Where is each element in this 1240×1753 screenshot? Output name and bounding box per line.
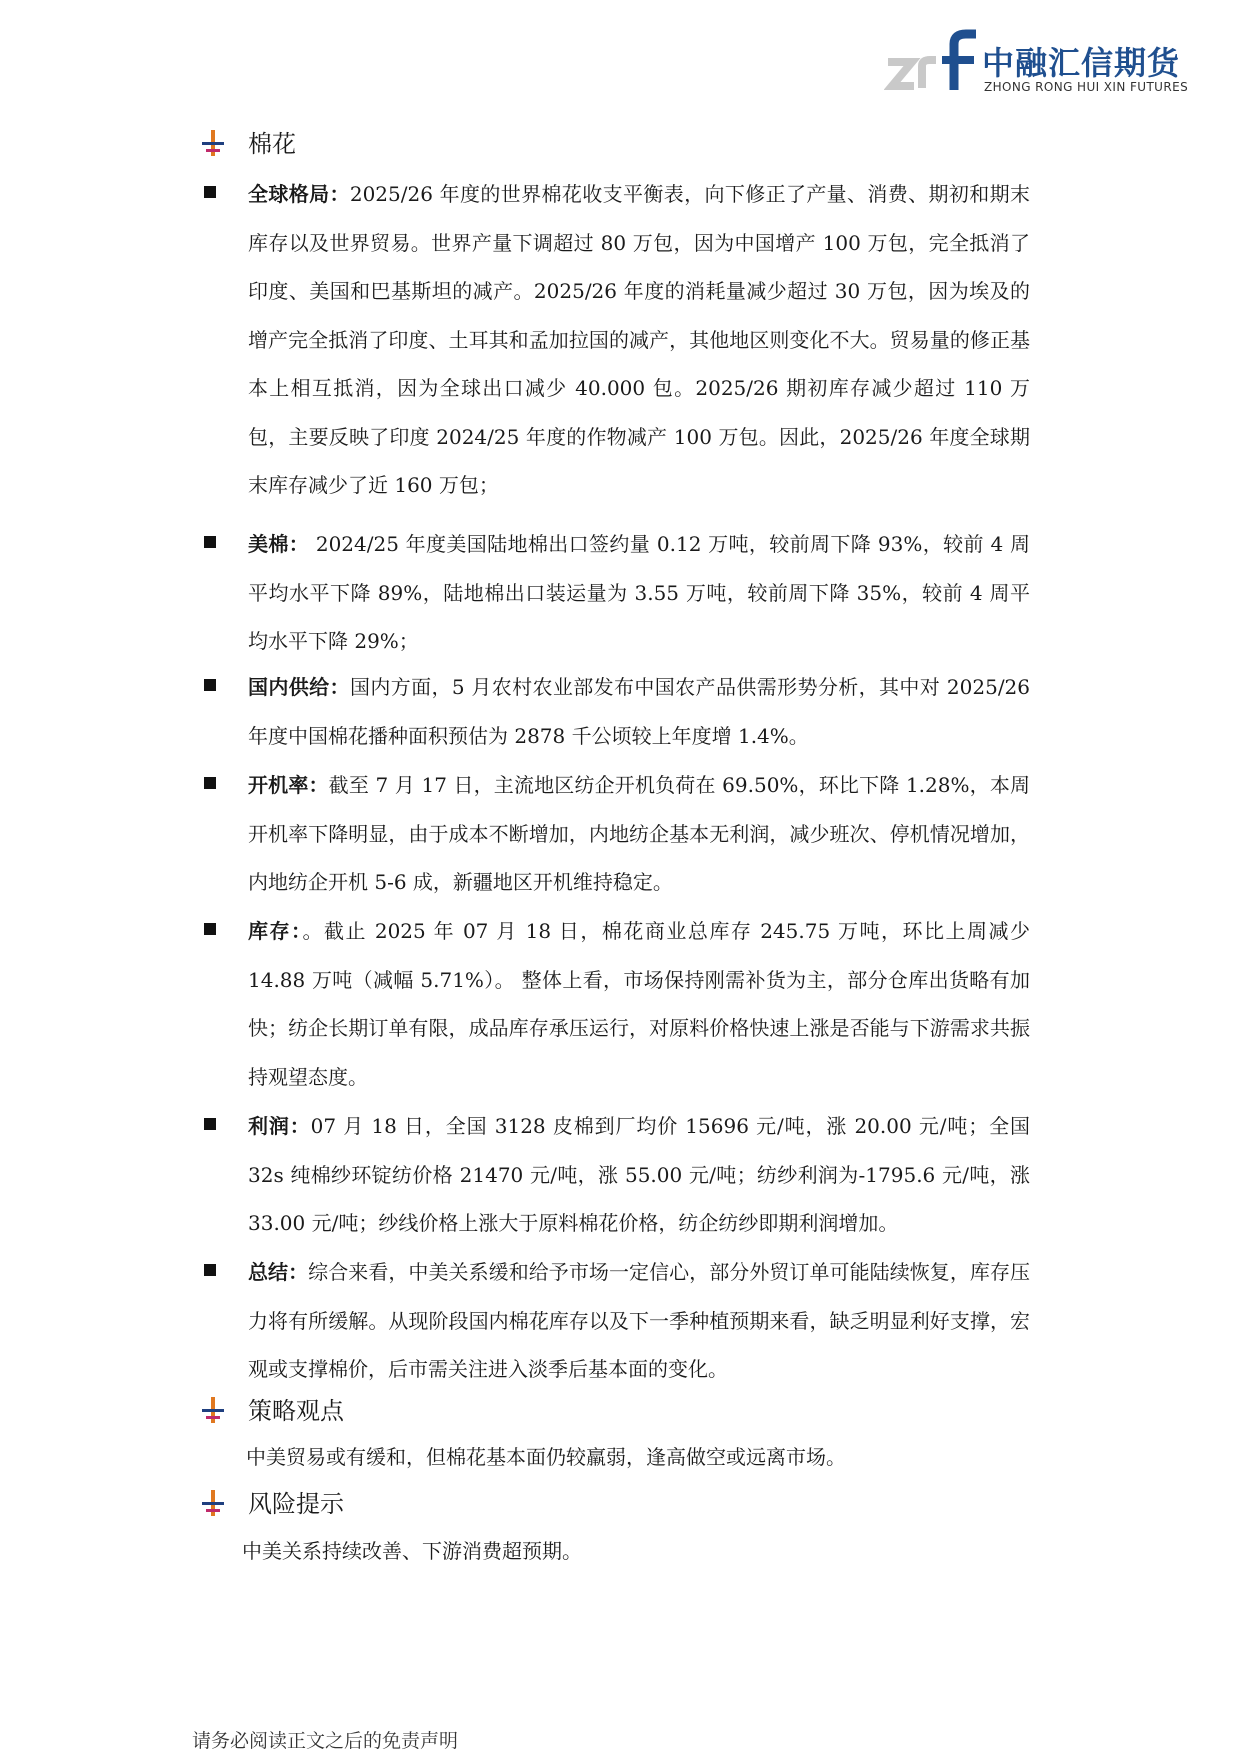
bullet-text: 综合来看，中美关系缓和给予市场一定信心，部分外贸订单可能陆续恢复，库存压力将有所缓解。从现阶段国内棉花库存以及下一季种植预期来看，缺乏明显利好支撑，宏观或支撑棉价，后市需关注进入淡季后基本面的变化。	[248, 1260, 1031, 1381]
bullet-label: 利润：	[248, 1114, 311, 1138]
bullet-text: 07 月 18 日，全国 3128 皮棉到厂均价 15696 元/吨，涨 20.00 元/吨；全国 32s 纯棉纱环锭纺价格 21470 元/吨，涨 55.00 元/吨；纺纱利润为-1795.6 元/吨，涨 33.00 元/吨；纱线价格上涨大于原料棉花价格，纺企纺纱即期利润增加。	[248, 1114, 1031, 1235]
logo-english-name: ZHONG RONG HUI XIN FUTURES	[984, 80, 1189, 94]
zrf-logo-mark	[884, 28, 980, 98]
bullet-inventory	[200, 907, 1030, 1101]
bullet-us-cotton	[200, 520, 1030, 666]
bullet-label: 总结：	[248, 1260, 309, 1284]
bullet-global-pattern	[200, 170, 1030, 510]
bullet-label: 全球格局：	[248, 182, 350, 206]
logo-chinese-name: 中融汇信期货	[982, 44, 1181, 82]
disclaimer-footer: 请务必阅读正文之后的免责声明	[192, 1730, 459, 1752]
bullet-square-icon	[204, 536, 216, 548]
bullet-operating-rate	[200, 761, 1030, 907]
section-marker-icon	[200, 1490, 226, 1516]
bullet-square-icon	[204, 777, 216, 789]
bullet-label: 库存：	[248, 919, 303, 943]
bullet-label: 国内供给：	[248, 675, 350, 699]
company-logo	[884, 28, 1189, 98]
bullet-domestic-supply	[200, 663, 1030, 760]
section-marker-icon	[200, 130, 226, 156]
bullet-text: 。截止 2025 年 07 月 18 日，棉花商业总库存 245.75 万吨，环比上周减少 14.88 万吨（减幅 5.71%）。 整体上看，市场保持刚需补货为主，部分仓库出货略有加快；纺企长期订单有限，成品库存承压运行，对原料价格快速上涨是否能与下游需求共振持观望态度。	[248, 919, 1031, 1089]
bullet-text: 2025/26 年度的世界棉花收支平衡表，向下修正了产量、消费、期初和期末库存以及世界贸易。世界产量下调超过 80 万包，因为中国增产 100 万包，完全抵消了印度、美国和巴基斯坦的减产。2025/26 年度的消耗量减少超过 30 万包，因为埃及的增产完全抵消了印度、土耳其和孟加拉国的减产，其他地区则变化不大。贸易量的修正基本上相互抵消，因为全球出口减少 40.000 包。2025/26 期初库存减少超过 110 万包，主要反映了印度 2024/25 年度的作物减产 100 万包。因此，2025/26 年度全球期末库存减少了近 160 万包；	[248, 182, 1031, 497]
bullet-square-icon	[204, 1264, 216, 1276]
strategy-text: 中美贸易或有缓和，但棉花基本面仍较羸弱，逢高做空或远离市场。	[246, 1445, 846, 1469]
bullet-square-icon	[204, 186, 216, 198]
bullet-square-icon	[204, 1118, 216, 1130]
bullet-label: 美棉：	[248, 532, 310, 556]
risk-text: 中美关系持续改善、下游消费超预期。	[242, 1539, 582, 1563]
bullet-text: 2024/25 年度美国陆地棉出口签约量 0.12 万吨，较前周下降 93%，较前 4 周平均水平下降 89%，陆地棉出口装运量为 3.55 万吨，较前周下降 35%，较前 4 周平均水平下降 29%；	[248, 532, 1031, 653]
bullet-label: 开机率：	[248, 773, 329, 797]
section-title: 风险提示	[248, 1490, 344, 1518]
bullet-square-icon	[204, 923, 216, 935]
section-title: 策略观点	[248, 1397, 344, 1425]
bullet-text: 截至 7 月 17 日，主流地区纺企开机负荷在 69.50%，环比下降 1.28%，本周开机率下降明显，由于成本不断增加，内地纺企基本无利润，减少班次、停机情况增加，内地纺企开机 5-6 成，新疆地区开机维持稳定。	[248, 773, 1030, 894]
section-marker-icon	[200, 1397, 226, 1423]
bullet-profit	[200, 1102, 1030, 1248]
bullet-text: 国内方面，5 月农村农业部发布中国农产品供需形势分析，其中对 2025/26 年度中国棉花播种面积预估为 2878 千公顷较上年度增 1.4%。	[248, 675, 1031, 748]
section-title: 棉花	[248, 130, 296, 158]
bullet-square-icon	[204, 679, 216, 691]
bullet-summary	[200, 1248, 1030, 1394]
